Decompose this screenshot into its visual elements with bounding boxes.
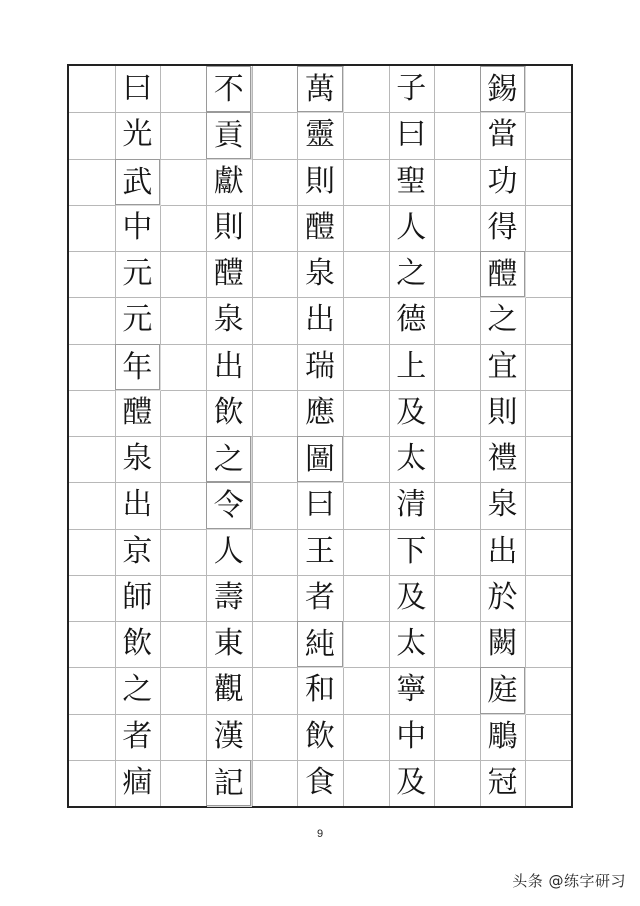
character-cell: 於 (487, 579, 518, 615)
character-cell: 上 (396, 348, 427, 384)
character-cell: 錫 (480, 66, 526, 112)
character-cell: 靈 (304, 117, 335, 153)
character-cell: 冠 (487, 764, 518, 800)
character-cell: 得 (487, 209, 518, 245)
text-column-4 (206, 66, 252, 806)
character-cell: 則 (304, 163, 335, 199)
character-cell: 中 (396, 718, 427, 754)
character-cell: 飲 (213, 394, 244, 430)
character-cell: 武 (115, 159, 161, 205)
character-cell: 下 (396, 533, 427, 569)
character-cell: 不 (206, 66, 252, 112)
character-cell: 太 (396, 441, 427, 476)
character-cell: 出 (122, 487, 153, 523)
character-cell: 醴 (304, 209, 335, 245)
character-cell: 醴 (122, 394, 153, 430)
character-cell: 及 (396, 764, 427, 800)
character-cell: 飲 (122, 626, 153, 661)
character-cell: 之 (122, 672, 153, 708)
character-cell: 瑞 (304, 348, 335, 384)
character-cell: 太 (396, 626, 427, 661)
character-cell: 德 (396, 302, 427, 338)
character-cell: 觀 (213, 672, 244, 708)
character-cell: 光 (122, 117, 153, 153)
character-cell: 醴 (480, 251, 526, 297)
character-cell: 人 (213, 533, 244, 569)
character-cell: 泉 (213, 302, 244, 338)
character-cell: 禮 (487, 441, 518, 476)
character-cell: 則 (213, 209, 244, 245)
character-cell: 泉 (487, 487, 518, 523)
character-cell: 元 (122, 256, 153, 291)
character-cell: 純 (297, 621, 343, 667)
character-cell: 壽 (213, 579, 244, 615)
text-column-3 (297, 66, 343, 806)
character-cell: 圖 (297, 436, 343, 482)
character-cell: 飲 (304, 718, 335, 754)
character-cell: 鵰 (487, 718, 518, 754)
watermark: 头条 @练字研习 (512, 872, 626, 890)
character-cell: 漢 (213, 718, 244, 754)
character-cell: 師 (122, 579, 153, 615)
character-cell: 泉 (122, 441, 153, 476)
character-cell: 聖 (396, 163, 427, 199)
character-cell: 之 (487, 302, 518, 338)
text-column-5 (115, 66, 161, 806)
text-column-1 (480, 66, 526, 806)
character-cell: 者 (304, 579, 335, 615)
character-cell: 令 (206, 482, 252, 528)
page-number: 9 (316, 828, 324, 840)
character-cell: 泉 (304, 256, 335, 291)
character-cell: 庭 (480, 667, 526, 713)
character-cell: 清 (396, 487, 427, 523)
character-cell: 出 (487, 533, 518, 569)
character-cell: 獻 (213, 163, 244, 199)
character-cell: 痼 (122, 764, 153, 800)
character-cell: 中 (122, 209, 153, 245)
character-cell: 出 (304, 302, 335, 338)
character-cell: 出 (213, 348, 244, 384)
character-cell: 之 (396, 256, 427, 291)
character-cell: 年 (115, 344, 161, 390)
character-cell: 則 (487, 394, 518, 430)
character-cell: 當 (487, 117, 518, 153)
character-cell: 曰 (122, 71, 153, 106)
character-cell: 和 (304, 672, 335, 708)
character-cell: 元 (122, 302, 153, 338)
character-cell: 王 (304, 533, 335, 569)
text-column-2 (389, 66, 435, 806)
character-cell: 京 (122, 533, 153, 569)
character-cell: 醴 (213, 256, 244, 291)
character-cell: 東 (213, 626, 244, 661)
character-cell: 貢 (206, 112, 252, 158)
character-cell: 應 (304, 394, 335, 430)
character-cell: 闕 (487, 626, 518, 661)
character-cell: 記 (206, 760, 252, 806)
character-cell: 功 (487, 163, 518, 199)
character-cell: 萬 (297, 66, 343, 112)
character-cell: 曰 (396, 117, 427, 153)
character-cell: 人 (396, 209, 427, 245)
character-cell: 寧 (396, 672, 427, 708)
character-cell: 宜 (487, 348, 518, 384)
character-cell: 子 (396, 71, 427, 106)
character-cell: 之 (206, 436, 252, 482)
character-cell: 食 (304, 764, 335, 800)
character-cell: 及 (396, 394, 427, 430)
character-cell: 者 (122, 718, 153, 754)
copybook-grid (67, 64, 573, 808)
character-cell: 曰 (304, 487, 335, 523)
character-cell: 及 (396, 579, 427, 615)
